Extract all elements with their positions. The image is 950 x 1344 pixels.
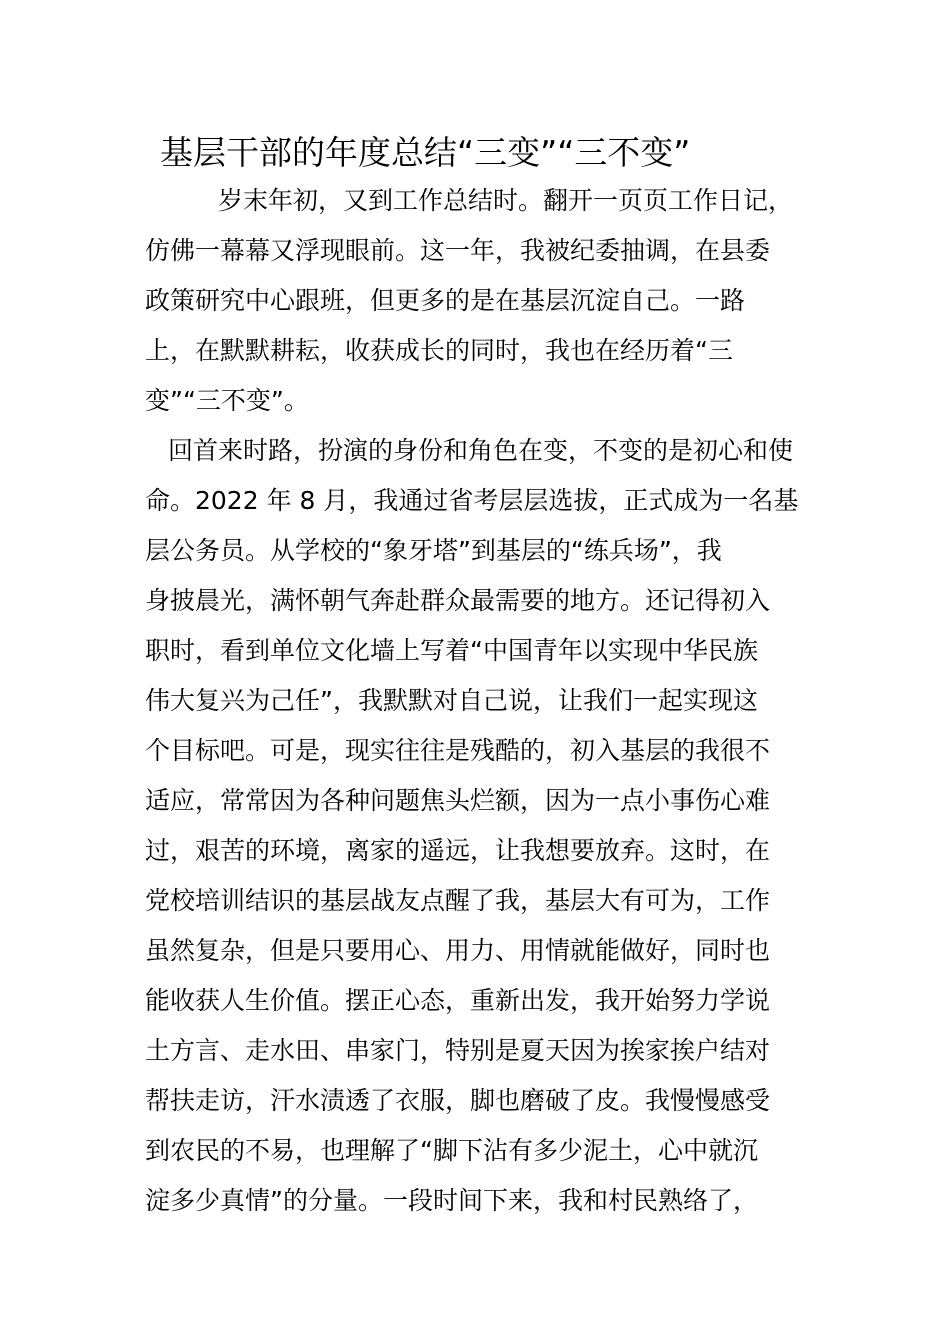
paragraph-line: 伟大复兴为己任”，我默默对自己说，让我们一起实现这 <box>145 686 758 715</box>
paragraph-line: 岁末年初，又到工作总结时。翻开一页页工作日记， <box>218 186 794 215</box>
paragraph-line: 过，艰苦的环境，离家的遥远，让我想要放弃。这时，在 <box>145 836 771 865</box>
paragraph-line: 命。2022 年 8 月，我通过省考层层选拔，正式成为一名基 <box>145 486 799 515</box>
paragraph-line: 个目标吧。可是，现实往往是残酷的，初入基层的我很不 <box>145 736 771 765</box>
paragraph-line: 帮扶走访，汗水渍透了衣服，脚也磨破了皮。我慢慢感受 <box>145 1086 771 1115</box>
paragraph-line: 身披晨光，满怀朝气奔赴群众最需要的地方。还记得初入 <box>145 586 771 615</box>
paragraph-line: 政策研究中心跟班，但更多的是在基层沉淀自己。一路 <box>145 286 746 315</box>
paragraph-line: 变”“三不变”。 <box>145 386 309 415</box>
paragraph-line: 能收获人生价值。摆正心态，重新出发，我开始努力学说 <box>145 986 771 1015</box>
paragraph-line: 上，在默默耕耘，收获成长的同时，我也在经历着“三 <box>145 336 733 365</box>
paragraph-line: 层公务员。从学校的“象牙塔”到基层的“练兵场”，我 <box>145 536 722 565</box>
paragraph-line: 职时，看到单位文化墙上写着“中国青年以实现中华民族 <box>145 636 758 665</box>
paragraph-line: 到农民的不易，也理解了“脚下沾有多少泥土，心中就沉 <box>145 1136 758 1165</box>
paragraph-line: 回首来时路，扮演的身份和角色在变，不变的是初心和使 <box>168 436 794 465</box>
paragraph-line: 淀多少真情”的分量。一段时间下来，我和村民熟络了， <box>145 1186 758 1215</box>
paragraph-line: 党校培训结识的基层战友点醒了我，基层大有可为，工作 <box>145 886 771 915</box>
paragraph-line: 土方言、走水田、串家门，特别是夏天因为挨家挨户结对 <box>145 1036 771 1065</box>
paragraph-line: 适应，常常因为各种问题焦头烂额，因为一点小事伤心难 <box>145 786 771 815</box>
paragraph-line: 虽然复杂，但是只要用心、用力、用情就能做好，同时也 <box>145 936 771 965</box>
paragraph-line: 仿佛一幕幕又浮现眼前。这一年，我被纪委抽调，在县委 <box>145 236 771 265</box>
document-title: 基层干部的年度总结“三变”“三不变” <box>160 133 691 172</box>
